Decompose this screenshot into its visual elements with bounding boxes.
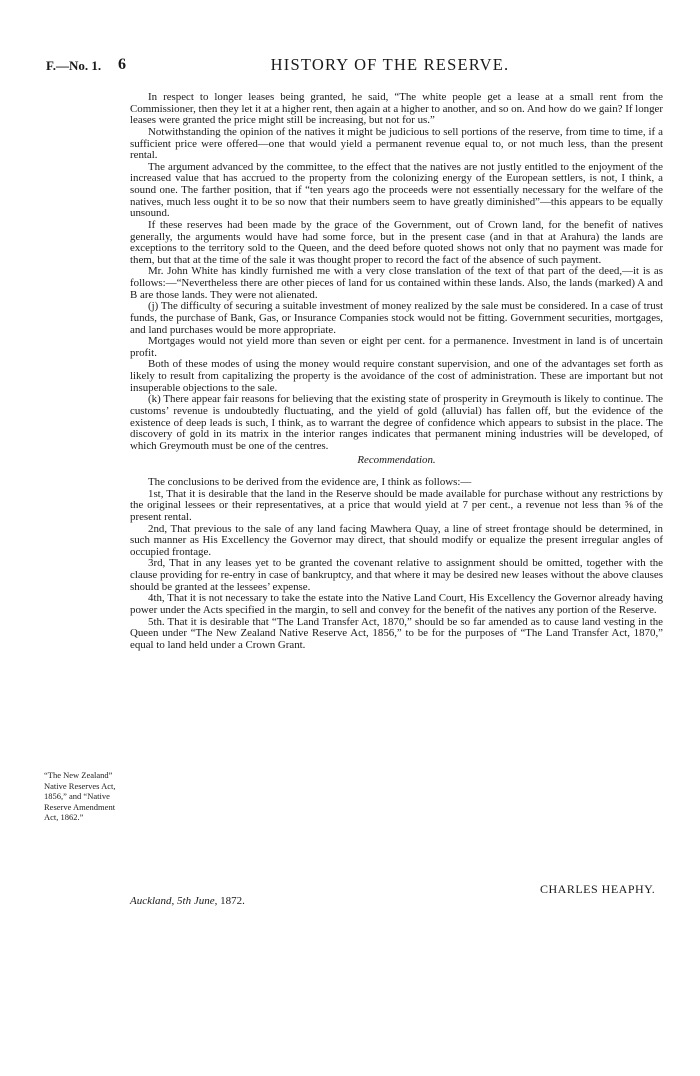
recommendation-intro: The conclusions to be derived from the evidence are, I think as follows:— bbox=[148, 476, 472, 488]
dateline-year: 1872. bbox=[220, 895, 245, 907]
dateline-place: Auckland bbox=[130, 895, 172, 907]
dateline-separator: , bbox=[214, 895, 221, 907]
paragraph: If these reserves had been made by the grace of the Government, out of Crown land, for the benefit of natives generally, the arguments would have had some force, but in the present case (and in that at Arahura) the lands are exceptions to the territory sold to the Queen, and the deed before quoted shows not only that no payment was made for them, but that at the time of the sale it was thought proper to record the fact of the absence of such payment. bbox=[130, 218, 663, 266]
paragraph: Mortgages would not yield more than seven or eight per cent. for a permanence. Investment in land is of uncertain profit. bbox=[130, 335, 663, 359]
dateline-separator: , bbox=[171, 895, 178, 907]
recommendation-item: 3rd, That in any leases yet to be granted the covenant relative to assignment should be omitted, together with the clause providing for re-entry in case of bankruptcy, and that where it may be desired new leases without the above clauses should be granted at the lessees’ expense. bbox=[130, 557, 663, 593]
paragraph: The argument advanced by the committee, to the effect that the natives are not justly entitled to the enjoyment of the increased value that has accrued to the property from the colonizing energy of the European settlers, is not, I think, a sound one. The farther position, that if “ten years ago the proceeds were not essentially necessary for the welfare of the natives, much less ought it to be so now that their numbers seem to have greatly diminished”—this appears to be equally unsound. bbox=[130, 160, 663, 220]
paper-reference: F.—No. 1. bbox=[46, 58, 102, 73]
paragraph: Both of these modes of using the money would require constant supervision, and one of the advantages set forth as likely to result from capitalizing the property is the avoidance of the cost of administration. These are important but not insuperable objections to the sale. bbox=[130, 358, 663, 394]
page-number: 6 bbox=[118, 56, 126, 73]
paragraph: (k) There appear fair reasons for believing that the existing state of prosperity in Greymouth is likely to continue. The customs’ revenue is undoubtedly fluctuating, and the yield of gold (alluvial) has fallen off, but the evidence of the existence of deep leads is such, I think, as to warrant the degree of confidence which appears to subsist in the place. The discovery of gold in its matrix in the interior ranges indicates that permanent mining industries will be developed, of which Greymouth must be one of the centres. bbox=[130, 393, 663, 452]
signature: CHARLES HEAPHY. bbox=[540, 882, 656, 896]
section-heading: Recommendation. bbox=[357, 454, 436, 467]
recommendation-item: 1st, That it is desirable that the land in the Reserve should be made available for purchase without any restrictions by the original lessees or their representatives, at a price that would yield at 7 per cent., a revenue not less than ⅝ of the present rental. bbox=[130, 487, 663, 523]
recommendation-item: 4th, That it is not necessary to take the estate into the Native Land Court, His Excellency the Governor already having power under the Acts specified in the margin, to sell and convey for the benefit of the natives any portion of the Reserve. bbox=[130, 592, 663, 616]
paragraph: (j) The difficulty of securing a suitable investment of money realized by the sale must be considered. In a case of trust funds, the purchase of Bank, Gas, or Insurance Companies stock would not be fitting. Government securities, mortgages, and land purchases would be more appropriate. bbox=[130, 300, 663, 336]
dateline bbox=[130, 895, 245, 907]
page-title: HISTORY OF THE RESERVE. bbox=[270, 55, 510, 74]
dateline-date: 5th June bbox=[177, 895, 215, 907]
report-body bbox=[130, 92, 663, 651]
paragraph: Notwithstanding the opinion of the natives it might be judicious to sell portions of the reserve, from time to time, if a sufficient price were offered—one that would yield a permanent revenue equal to, or not much less, than the present rental. bbox=[130, 125, 663, 162]
margin-note: “The New Zealand” Native Reserves Act, 1856,” and “Native Reserve Amendment Act, 1862.” bbox=[44, 770, 116, 823]
paragraph: Mr. John White has kindly furnished me with a very close translation of the text of that part of the deed,—it is as follows:—“Nevertheless there are other pieces of land for us contained within these lands. Also, the lands (marked) A and B are those lands. They were not alienated. bbox=[130, 265, 663, 301]
recommendation-item: 2nd, That previous to the sale of any land facing Mawhera Quay, a line of street frontage should be determined, in such manner as His Excellency the Governor may direct, that should modify or equalize the present irregular angles of occupied frontage. bbox=[130, 522, 663, 558]
running-head bbox=[0, 55, 700, 78]
recommendation-item: 5th. That it is desirable that “The Land Transfer Act, 1870,” should be so far amended as to cause land vesting in the Queen under “The New Zealand Native Reserve Act, 1856,” to be for the purposes of “The Land Transfer Act, 1870,” equal to land held under a Crown Grant. bbox=[130, 615, 663, 651]
paragraph: In respect to longer leases being granted, he said, “The white people get a lease at a small rent from the Commissioner, then they let it at a higher rent, then again at a higher to another, and so on. And how do we gain? If longer leases were granted the price might still be increasing, but not for us.” bbox=[130, 91, 663, 127]
